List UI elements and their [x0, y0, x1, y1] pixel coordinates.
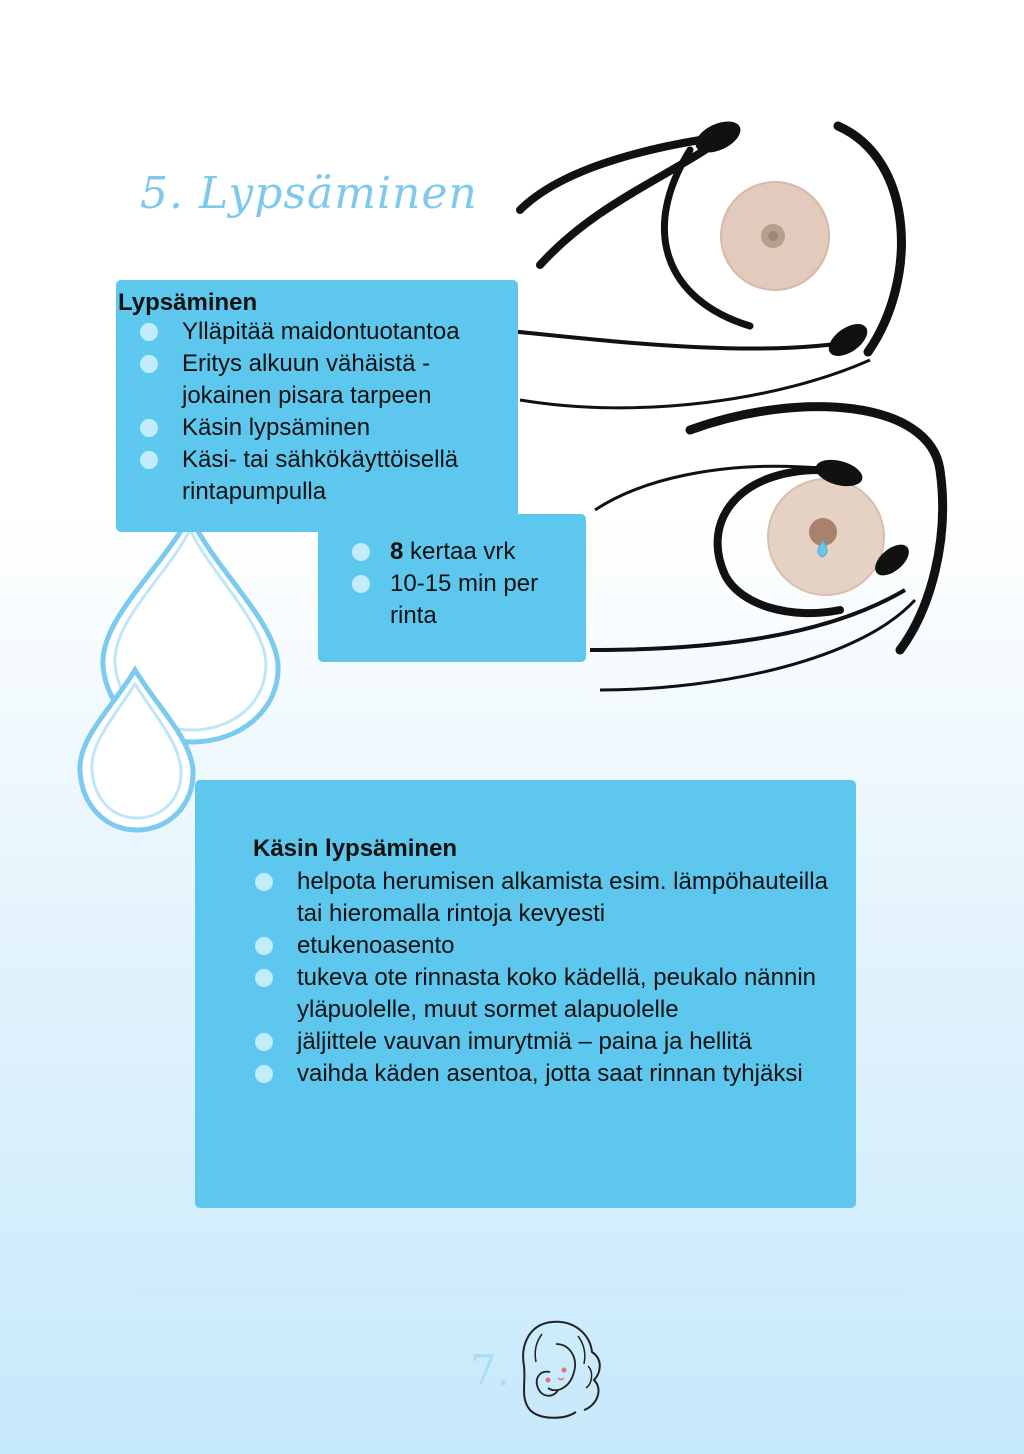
frequency-info-box [318, 514, 586, 662]
list-item: Käsi- tai sähkökäyttöisellä rintapumpulla [118, 444, 518, 508]
list-item: Ylläpitää maidontuotantoa [118, 316, 518, 348]
page-title: 5. Lypsäminen [140, 168, 478, 219]
list-item: Eritys alkuun vähäistä - jokainen pisara tarpeen [118, 348, 518, 412]
mother-baby-logo-icon [512, 1314, 602, 1424]
list-item: 10-15 min per rinta [348, 568, 588, 632]
bullet-list [118, 316, 518, 508]
hand-expression-info-box [195, 780, 856, 1208]
list-item: etukenoasento [233, 930, 853, 962]
footer-divider [132, 1289, 902, 1291]
list-item: tukeva ote rinnasta koko kädellä, peukalo nännin yläpuolelle, muut sormet alapuolelle [233, 962, 853, 1026]
frequency-count: 8 [390, 538, 404, 565]
page-number: 7. [470, 1346, 511, 1395]
list-item: vaihda käden asentoa, jotta saat rinnan tyhjäksi [233, 1058, 853, 1090]
list-item [348, 536, 588, 568]
frequency-unit: kertaa vrk [403, 538, 516, 565]
bullet-list [233, 866, 853, 1090]
list-item: jäljittele vauvan imurytmiä – paina ja hellitä [233, 1026, 853, 1058]
list-item: Käsin lypsäminen [118, 412, 518, 444]
bullet-list [348, 536, 588, 632]
intro-info-box [116, 280, 518, 532]
box-heading: Käsin lypsäminen [253, 835, 458, 862]
list-item: helpota herumisen alkamista esim. lämpöhauteilla tai hieromalla rintoja kevyesti [233, 866, 853, 930]
box-heading: Lypsäminen [118, 289, 258, 316]
